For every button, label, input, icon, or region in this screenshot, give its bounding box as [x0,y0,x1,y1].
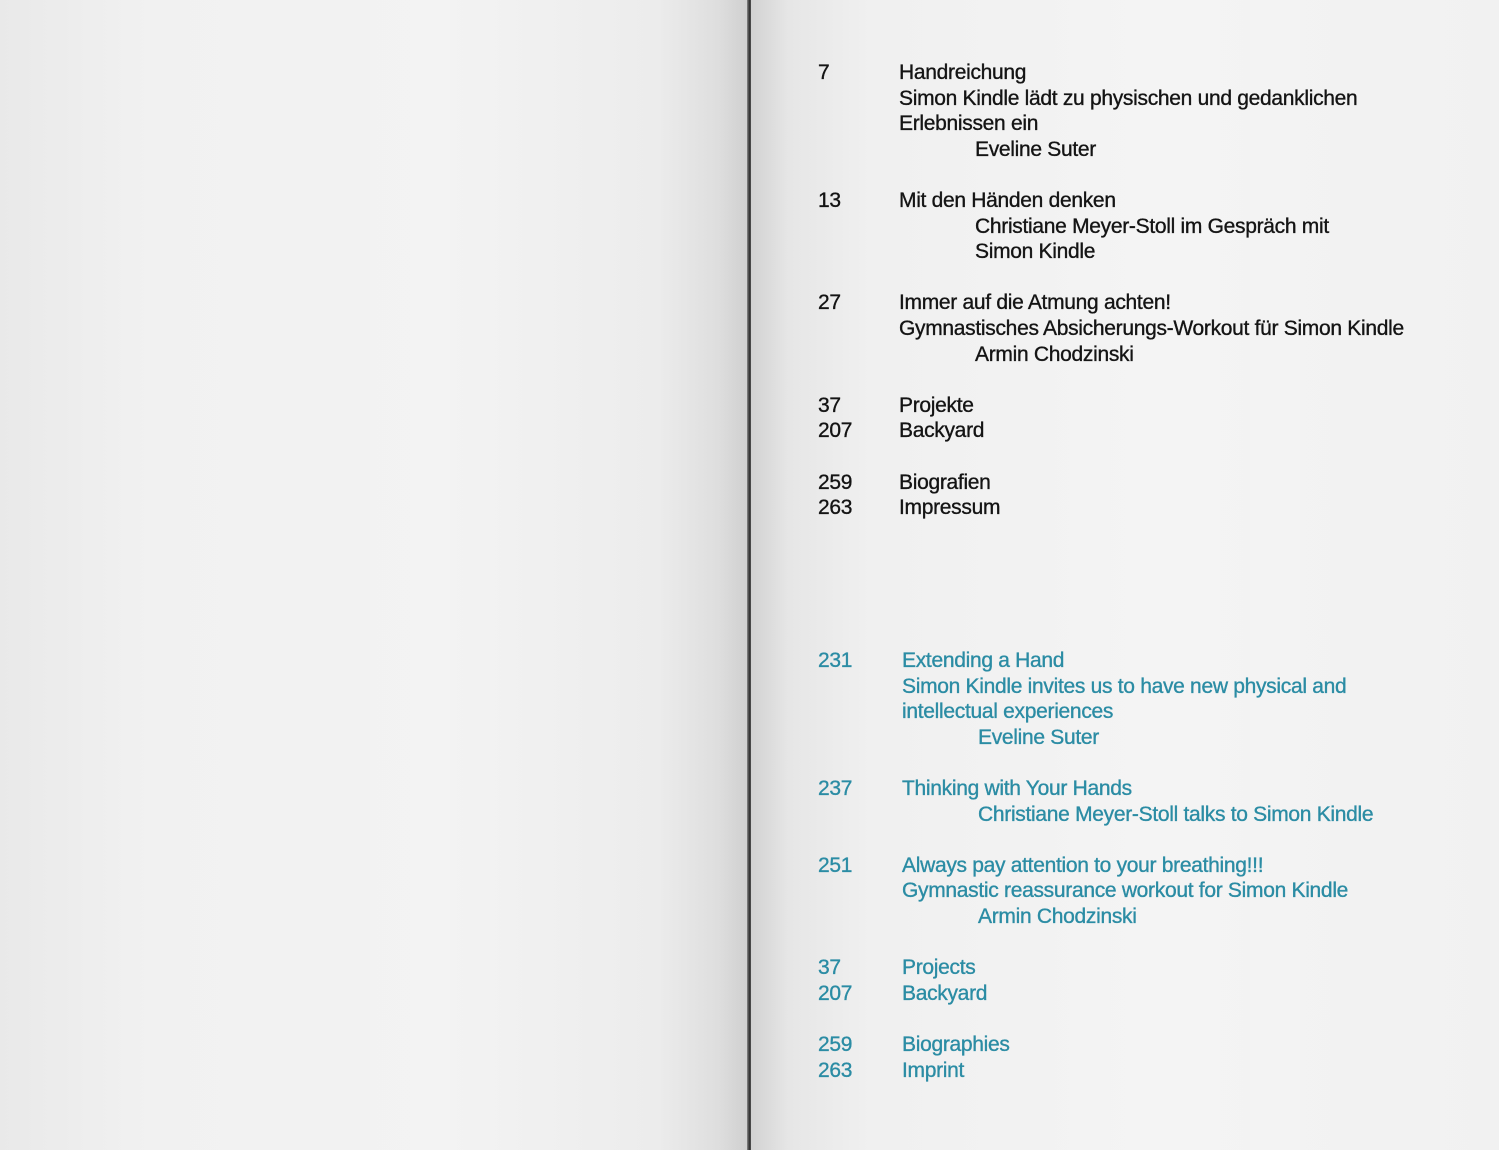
toc-entry-title: Thinking with Your Hands [902,776,1132,800]
toc-entry [818,853,1488,930]
toc-entry-title: Biografien [899,470,991,494]
toc-entry-subtitle: Simon Kindle lädt zu physischen und gedanklichen [899,86,1358,110]
toc-page-number: 263 [818,496,853,520]
toc-entry-title: Handreichung [899,61,1027,84]
toc-entry-title: Projects [902,956,976,980]
toc-entry-title: Always pay attention to your breathing!!! [902,853,1264,877]
toc-page-number: 27 [818,291,841,315]
toc-entry-author: Christiane Meyer-Stoll im Gespräch mit [975,214,1329,238]
toc-entry-title: Immer auf die Atmung achten! [899,291,1171,315]
toc-entry-title: Extending a Hand [902,649,1065,672]
toc-entry-title: Biographies [902,1032,1010,1056]
toc-entry [818,470,1488,496]
toc-entry [818,495,1488,521]
toc-entry-subtitle: Gymnastisches Absicherungs-Workout für Simon Kindle [899,316,1404,340]
toc-page-number: 263 [818,1058,853,1082]
toc-entry-title: Projekte [899,393,974,417]
toc-page-number: 259 [818,1032,853,1056]
toc-entry-subtitle: intellectual experiences [902,700,1114,724]
toc-entry-title: Impressum [899,496,1001,520]
toc-page-number: 251 [818,853,853,877]
left-page [0,0,748,1150]
toc-page-number: 37 [818,956,841,980]
toc-entry-author: Armin Chodzinski [978,904,1137,928]
toc-entry-title: Backyard [899,419,985,443]
toc-entry-title: Mit den Händen denken [899,188,1116,212]
toc-entry [818,981,1488,1007]
toc-entry-author: Eveline Suter [975,137,1097,161]
toc-entry [818,648,1488,750]
toc-entry [818,393,1488,419]
toc-page-number: 37 [818,393,841,417]
toc-entry-title: Backyard [902,981,988,1005]
toc-entry [818,776,1488,827]
toc-entry [818,418,1488,444]
toc-page-number: 231 [818,649,853,672]
toc-page-number: 237 [818,776,853,800]
toc-entry-author: Christiane Meyer-Stoll talks to Simon Kindle [978,802,1374,826]
toc-entry-author: Armin Chodzinski [975,342,1134,366]
toc-page-number: 13 [818,188,841,212]
toc-entry-author: Eveline Suter [978,725,1100,749]
toc-page-number: 207 [818,419,853,443]
table-of-contents-german [818,60,1488,521]
toc-entry [818,290,1488,367]
toc-entry [818,1032,1488,1058]
toc-page-number: 207 [818,981,853,1005]
toc-entry [818,1058,1488,1084]
table-of-contents-english [818,648,1488,1083]
toc-entry [818,955,1488,981]
toc-entry-subtitle: Gymnastic reassurance workout for Simon Kindle [902,879,1349,903]
toc-page-number: 7 [818,61,830,84]
toc-entry-title: Imprint [902,1058,965,1082]
toc-entry [818,188,1488,265]
toc-entry-subtitle: Simon Kindle invites us to have new physical and [902,674,1347,698]
toc-entry-author: Simon Kindle [975,240,1096,264]
toc-entry-subtitle: Erlebnissen ein [899,112,1039,136]
toc-entry [818,60,1488,162]
toc-page-number: 259 [818,470,853,494]
